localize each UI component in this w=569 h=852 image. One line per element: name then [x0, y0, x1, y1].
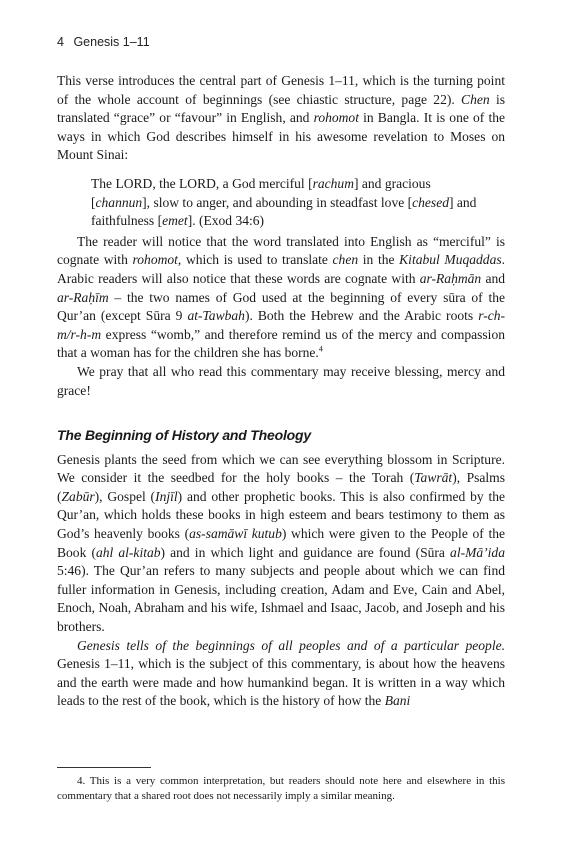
- italic-run: chen: [332, 252, 359, 268]
- text-run: ] and faithfulness [: [91, 194, 477, 229]
- text-run: ), Psalms (: [57, 470, 505, 504]
- italic-run: al-Mā’ida: [450, 544, 505, 560]
- text-run: and: [481, 270, 505, 286]
- text-run: – the two names of God used at the beginning of every sūra of the Qur’an (except Sūra 9: [57, 289, 505, 324]
- italic-run: r-ch-m/r-h-m: [57, 308, 505, 342]
- text-run: The reader will notice that the word translated into English as “merciful” is cognate with: [57, 233, 505, 268]
- text-run: ] and gracious [: [91, 175, 431, 210]
- text-run: ], slow to anger, and abounding in steadfast love [: [142, 194, 413, 210]
- page-body: [57, 72, 505, 711]
- block-quote: [91, 175, 505, 231]
- italic-run: rohomot: [313, 110, 359, 126]
- section-paragraph-1: [57, 451, 505, 637]
- text-run: in the: [358, 252, 400, 268]
- italic-run: Injīl: [155, 488, 178, 504]
- italic-run: Genesis tells of the beginnings of all peoples and of a particular people.: [77, 637, 505, 653]
- text-run: The LORD, the LORD, a God merciful [: [91, 175, 313, 191]
- section-paragraph-2: [57, 637, 505, 711]
- italic-run: ar-Raḥīm: [57, 289, 109, 305]
- intro-paragraph-1: [57, 72, 505, 165]
- text-run: in Bangla. It is one of the ways in which God describes himself in his awesome revelation to Moses on Mount Sinai:: [57, 110, 505, 163]
- text-run: , which is used to translate: [177, 252, 333, 268]
- text-run: ). Both the Hebrew and the Arabic roots: [244, 308, 479, 324]
- text-run: Genesis plants the seed from which we can see everything blossom in Scripture. We consider it the seedbed for the holy books – the Torah (: [57, 451, 505, 486]
- italic-run: ar-Raḥmān: [419, 270, 482, 286]
- intro-paragraph-2: [57, 233, 505, 363]
- italic-run: as-samāwī kutub: [189, 526, 282, 542]
- text-run: Genesis 1–11, which is the subject of this commentary, is about how the heavens and the earth were made and how humankind began. It is written in a way which leads to the rest of the book, which is the history of how the: [57, 656, 505, 709]
- text-run: . Arabic readers will also notice that these words are cognate with: [57, 252, 506, 286]
- page-number: 4: [57, 35, 64, 49]
- italic-run: channun: [95, 194, 143, 210]
- italic-run: at-Tawbah: [187, 308, 245, 324]
- footnote-text: This is a very common interpretation, but readers should note here and elsewhere in this commentary that a shared root does not necessarily imply a similar meaning.: [57, 775, 505, 802]
- italic-run: ahl al-kitab: [95, 544, 161, 560]
- footnote-divider: [57, 767, 151, 768]
- footnote-number: 4.: [77, 775, 86, 787]
- text-run: We pray that all who read this commentary may receive blessing, mercy and grace!: [57, 363, 505, 398]
- running-head: [57, 35, 150, 49]
- italic-run: Chen: [461, 91, 490, 107]
- text-run: ]. (Exod 34:6): [187, 213, 265, 229]
- footnote-marker: 4: [318, 344, 323, 354]
- text-run: ), Gospel (: [94, 488, 156, 504]
- quote-text: [91, 175, 481, 231]
- text-run: This verse introduces the central part of Genesis 1–11, which is the turning point of the whole account of beginnings (see chiastic structure, page 22).: [57, 73, 505, 107]
- italic-run: Bani: [384, 693, 411, 709]
- text-run: is translated “grace” or “favour” in English, and: [57, 91, 505, 126]
- text-run: 5:46). The Qur’an refers to many subjects and people about which we can find fuller information in Genesis, including creation, Adam and Eve, Cain and Abel, Enoch, Noah, Abraham and his wife, Ishmael and Isaac, Jacob, and Joseph and his brothers.: [57, 563, 505, 635]
- intro-paragraph-3: [57, 363, 505, 400]
- italic-run: Zabūr: [61, 488, 95, 504]
- italic-run: emet: [162, 213, 188, 229]
- italic-run: rohomot: [132, 252, 178, 268]
- text-run: ) and other prophetic books. This is also confirmed by the Qur’an, which holds these books in high esteem and bears testimony to them as God’s heavenly books (: [57, 488, 505, 542]
- text-run: ) and in which light and guidance are found (Sūra: [160, 544, 451, 560]
- italic-run: Tawrāt: [414, 470, 453, 486]
- section-heading: The Beginning of History and Theology: [57, 427, 311, 444]
- italic-run: Kitabul Muqaddas: [399, 252, 502, 268]
- italic-run: chesed: [412, 194, 449, 210]
- text-run: ) which were given to the People of the Book (: [57, 526, 505, 560]
- footnote: [57, 774, 505, 804]
- text-run: express “womb,” and therefore remind us of the mercy and compassion that a woman has for the children she has borne.: [57, 326, 505, 361]
- italic-run: rachum: [312, 175, 354, 191]
- book-title: Genesis 1–11: [73, 35, 150, 49]
